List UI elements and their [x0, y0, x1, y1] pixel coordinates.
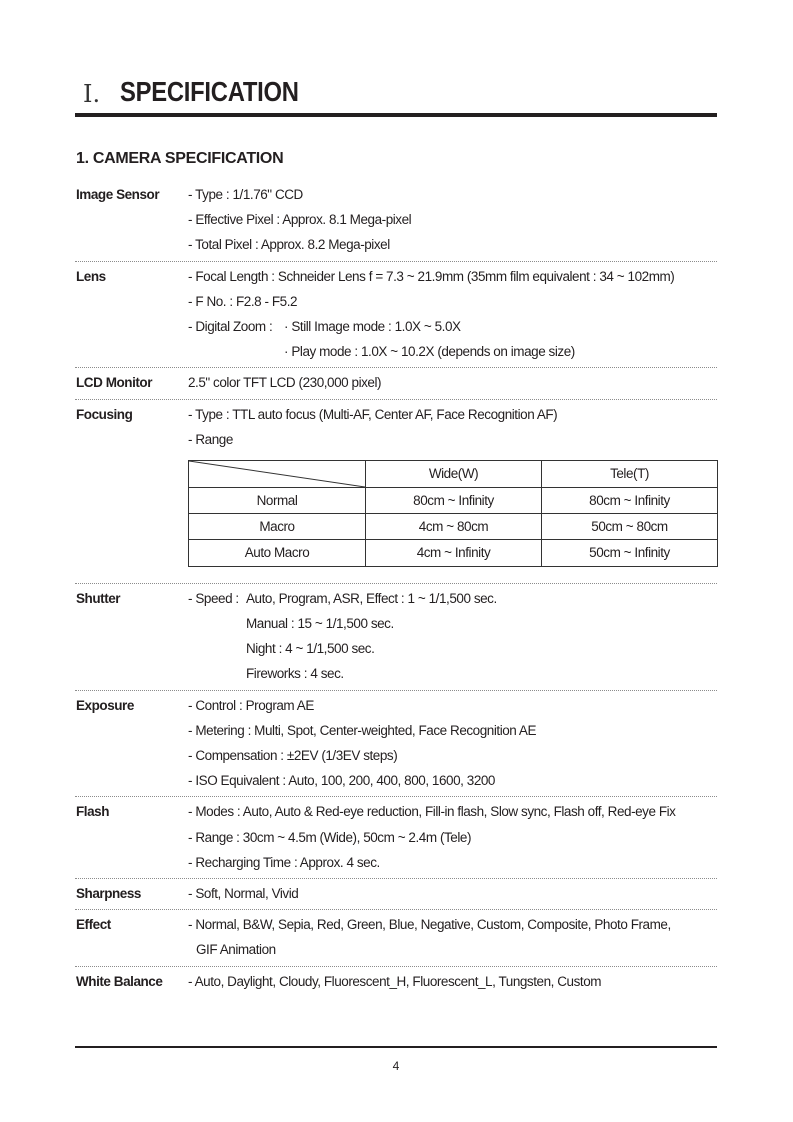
- table-cell-wide: 4cm ~ Infinity: [366, 539, 542, 566]
- spec-list: [75, 180, 717, 997]
- spec-label-sharpness: Sharpness: [76, 885, 141, 901]
- spec-row-lcd-monitor: [75, 368, 717, 399]
- table-cell-tele: 80cm ~ Infinity: [542, 487, 718, 513]
- spec-row-image-sensor: [75, 180, 717, 262]
- exposure-control: - Control : Program AE: [188, 697, 314, 713]
- shutter-speed-fireworks: Fireworks : 4 sec.: [246, 666, 344, 682]
- spec-row-lens: [75, 262, 717, 369]
- spec-values-image-sensor: [188, 182, 717, 258]
- flash-range: - Range : 30cm ~ 4.5m (Wide), 50cm ~ 2.4m (Tele): [188, 829, 472, 845]
- spec-label-lens: Lens: [76, 268, 106, 284]
- table-row: [189, 487, 718, 513]
- spec-values-lcd-monitor: [188, 370, 717, 395]
- focus-range-table: [188, 460, 718, 567]
- spec-row-effect: [75, 910, 717, 966]
- spec-label-lcd-monitor: LCD Monitor: [76, 375, 153, 391]
- lens-focal-length: - Focal Length : Schneider Lens f = 7.3 ~ 21.9mm (35mm film equivalent : 34 ~ 102mm): [188, 268, 675, 284]
- shutter-speed-auto-value: Auto, Program, ASR, Effect : 1 ~ 1/1,500 sec.: [246, 590, 497, 606]
- spec-label-shutter: Shutter: [76, 590, 121, 606]
- shutter-speed-night: Night : 4 ~ 1/1,500 sec.: [246, 641, 375, 657]
- section-title: 1. CAMERA SPECIFICATION: [76, 150, 284, 167]
- table-cell-mode: Auto Macro: [189, 539, 366, 566]
- spec-label-image-sensor: Image Sensor: [76, 187, 160, 202]
- lens-f-number: - F No. : F2.8 - F5.2: [188, 293, 298, 309]
- diagonal-line: [189, 461, 365, 487]
- spec-row-focusing: [75, 400, 717, 584]
- table-cell-wide: 4cm ~ 80cm: [366, 513, 542, 539]
- spec-values-white-balance: [188, 969, 717, 994]
- table-cell-tele: 50cm ~ 80cm: [542, 513, 718, 539]
- image-sensor-type: - Type : 1/1.76" CCD: [188, 187, 303, 202]
- spec-row-flash: [75, 797, 717, 879]
- spec-label-white-balance: White Balance: [76, 973, 163, 989]
- white-balance-value: - Auto, Daylight, Cloudy, Fluorescent_H, Fluorescent_L, Tungsten, Custom: [188, 973, 602, 989]
- lens-digital-zoom: [188, 314, 717, 339]
- title-rule: [75, 113, 717, 117]
- table-diagonal-divider: [189, 461, 365, 487]
- spec-values-exposure: [188, 693, 717, 794]
- flash-recharging-time: - Recharging Time : Approx. 4 sec.: [188, 854, 380, 870]
- spec-label-exposure: Exposure: [76, 697, 134, 713]
- spec-values-effect: [188, 912, 717, 962]
- focusing-range-label: - Range: [188, 431, 233, 447]
- focus-range-table-wrapper: [188, 460, 717, 567]
- table-row: [189, 513, 718, 539]
- digital-zoom-label: - Digital Zoom :: [188, 318, 273, 334]
- spec-row-sharpness: [75, 879, 717, 910]
- spec-values-sharpness: [188, 881, 717, 906]
- spec-row-exposure: [75, 691, 717, 798]
- page-number: 4: [392, 1059, 400, 1073]
- table-cell-tele: 50cm ~ Infinity: [542, 539, 718, 566]
- spec-label-focusing: Focusing: [76, 406, 133, 422]
- zoom-play-mode: · Play mode : 1.0X ~ 10.2X (depends on image size): [284, 344, 575, 360]
- table-header-row: [189, 460, 718, 487]
- focusing-type: - Type : TTL auto focus (Multi-AF, Center AF, Face Recognition AF): [188, 406, 558, 422]
- flash-modes: - Modes : Auto, Auto & Red-eye reduction, Fill-in flash, Slow sync, Flash off, Red-eye Fix: [188, 804, 676, 820]
- table-corner-cell: [189, 460, 366, 487]
- spec-label-effect: Effect: [76, 917, 111, 933]
- spec-row-shutter: [75, 584, 717, 691]
- table-cell-mode: Macro: [189, 513, 366, 539]
- column-header-wide: Wide(W): [366, 460, 542, 487]
- effect-list: - Normal, B&W, Sepia, Red, Green, Blue, Negative, Custom, Composite, Photo Frame,: [188, 917, 671, 933]
- effect-list-continued: GIF Animation: [196, 942, 276, 958]
- shutter-speed-auto: [188, 586, 717, 611]
- zoom-still-image-mode: · Still Image mode : 1.0X ~ 5.0X: [284, 318, 461, 334]
- spec-row-white-balance: [75, 967, 717, 997]
- table-cell-wide: 80cm ~ Infinity: [366, 487, 542, 513]
- lcd-monitor-value: 2.5" color TFT LCD (230,000 pixel): [188, 375, 382, 391]
- column-header-tele: Tele(T): [542, 460, 718, 487]
- spec-label-flash: Flash: [76, 804, 110, 820]
- image-sensor-effective-pixel: - Effective Pixel : Approx. 8.1 Mega-pixel: [188, 212, 412, 228]
- chapter-numeral: Ⅰ.: [83, 80, 101, 108]
- spec-values-shutter: [188, 586, 717, 687]
- shutter-speed-label: - Speed :: [188, 590, 239, 606]
- image-sensor-total-pixel: - Total Pixel : Approx. 8.2 Mega-pixel: [188, 237, 390, 253]
- shutter-speed-manual: Manual : 15 ~ 1/1,500 sec.: [246, 616, 394, 632]
- spec-values-lens: [188, 264, 717, 365]
- exposure-metering: - Metering : Multi, Spot, Center-weighted, Face Recognition AE: [188, 722, 537, 738]
- exposure-iso: - ISO Equivalent : Auto, 100, 200, 400, 800, 1600, 3200: [188, 773, 495, 789]
- table-row: [189, 539, 718, 566]
- table-cell-mode: Normal: [189, 487, 366, 513]
- footer-rule: [75, 1046, 717, 1048]
- page-title: SPECIFICATION: [120, 76, 299, 107]
- exposure-compensation: - Compensation : ±2EV (1/3EV steps): [188, 748, 398, 764]
- spec-values-flash: [188, 799, 717, 875]
- sharpness-value: - Soft, Normal, Vivid: [188, 885, 299, 901]
- spec-values-focusing: [188, 402, 717, 580]
